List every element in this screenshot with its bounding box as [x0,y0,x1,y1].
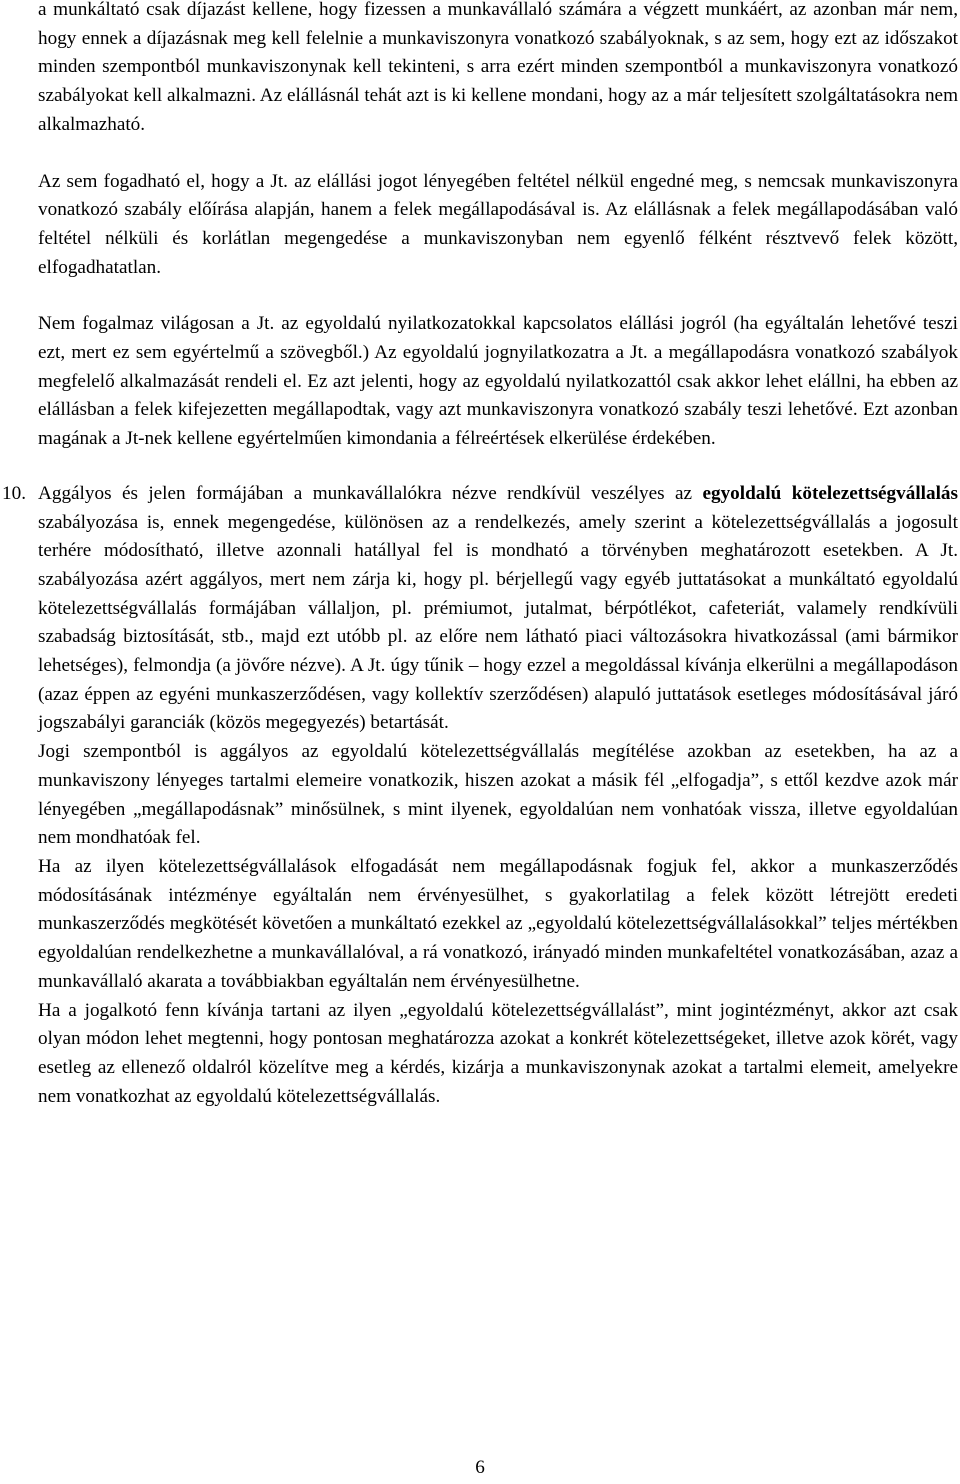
item-10-followup-3: Ha a jogalkotó fenn kívánja tartani az ilyen „egyoldalú kötelezettségvállalást”, mint jogintézményt, akkor azt csak olyan módon lehet megtenni, hogy pontosan meghatározza azokat a konkrét kötelezettségeket, illetve azok körét, vagy esetleg az ellenező oldalról közelítve meg a kérdés, kizárja a munkaviszonynak azokat a tartalmi elemeit, amelyekre nem vonatkozhat az egyoldalú kötelezettségvállalás. [38,999,958,1107]
item-10-bold-term: egyoldalú kötelezettségvállalás [702,482,958,504]
paragraph-gap [38,282,958,310]
item-10-rest: szabályozása is, ennek megengedése, különösen az a rendelkezés, amely szerint a kötelezettségvállalás a jogosult terhére módosítható, illetve azonnali hatállyal fel is mondható a törvényben meghatározott esetekben. A Jt. szabályozása azért aggályos, mert nem zárja ki, hogy pl. bérjellegű vagy egyéb juttatásokat a munkáltató egyoldalú kötelezettségvállalás formájában vállaljon, pl. prémiumot, jutalmat, bérpótlékot, cafeteriát, valamely rendkívüli szabadság biztosítását, stb., majd ezt utóbb pl. az előre nem látható piaci változásokra hivatkozással (ami bármikor lehetséges), felmondja (a jövőre nézve). A Jt. úgy tűnik – hogy ezzel a megoldással kívánja elkerülni a megállapodáson (azaz éppen az egyéni munkaszerződésen, vagy kollektív szerződésen) alapuló juttatások esetleges módosításával járó jogszabályi garanciák (közös megegyezés) betartását. [38,511,958,734]
item-10-paragraph [38,480,958,738]
paragraph-elallas: Az sem fogadható el, hogy a Jt. az elállási jogot lényegében feltétel nélkül engedné meg, s nemcsak munkaviszonyra vonatkozó szabály előírása alapján, hanem a felek megállapodásával is. Az elállásnak a felek megállapodásában való feltétel nélküli és korlátlan megengedése a munkaviszonyban nem egyenlő félként résztvevő felek között, elfogadhatatlan. [38,170,958,278]
page-number: 6 [475,1457,485,1478]
document-body [2,0,958,1111]
paragraph-gap [38,454,958,480]
paragraph-continuation: a munkáltató csak díjazást kellene, hogy fizessen a munkavállaló számára a végzett munkáért, az azonban már nem, hogy ennek a díjazásnak meg kell felelnie a munkaviszonyra vonatkozó szabályoknak, s az sem, hogy ezt az időszakot minden szempontból munkaviszonynak kell tekinteni, s arra ezért minden szempontból a munkaviszonyra vonatkozó szabályokat kell alkalmazni. Az elállásnál tehát azt is ki kellene mondani, hogy az a már teljesített szolgáltatásokra nem alkalmazható. [38,0,958,135]
item-10-intro: Aggályos és jelen formájában a munkavállalókra nézve rendkívül veszélyes az [38,482,703,504]
paragraph-egyoldalu-nyilatkozat: Nem fogalmaz világosan a Jt. az egyoldalú nyilatkozatokkal kapcsolatos elállási jogról (ha egyáltalán lehetővé teszi ezt, mert ez sem egyértelmű a szövegből.) Az egyoldalú jognyilatkozatra a Jt. a megállapodásra vonatkozó szabályok megfelelő alkalmazását rendeli el. Ez azt jelenti, hogy az egyoldalú nyilatkozattól csak akkor lehet elállni, ha ebben az elállásban a felek kifejezetten megállapodtak, vagy azt munkaviszonyra vonatkozó szabály teszi lehetővé. Ezt azonban magának a Jt-nek kellene egyértelműen kimondania a félreértések elkerülése érdekében. [38,313,958,450]
item-10-followup-2: Ha az ilyen kötelezettségvállalások elfogadását nem megállapodásnak fogjuk fel, akkor a munkaszerződés módosításának intézménye egyáltalán nem érvényesülhet, s gyakorlatilag a felek között létrejött eredeti munkaszerződés megkötését követően a munkáltató ezekkel az „egyoldalú kötelezettségvállalásokkal” teljes mértékben egyoldalúan rendelkezhetne a munkavállalóval, a rá vonatkozó, irányadó minden munkafeltétel vonatkozásában, azaz a munkavállaló akarata a továbbiakban egyáltalán nem érvényesülhetne. [38,855,958,992]
numbered-item-10 [2,480,958,1111]
paragraph-gap [38,140,958,168]
item-number: 10. [2,482,26,504]
item-10-followup-1: Jogi szempontból is aggályos az egyoldalú kötelezettségvállalás megítélése azokban az esetekben, ha az a munkaviszony lényeges tartalmi elemeire vonatkozik, hiszen azokat a másik fél „elfogadja”, s ettől kezdve azok már lényegében „megállapodásnak” minősülnek, s mint ilyenek, egyoldalúan nem vonhatóak vissza, illetve egyoldalúan nem mondhatóak fel. [38,741,958,849]
